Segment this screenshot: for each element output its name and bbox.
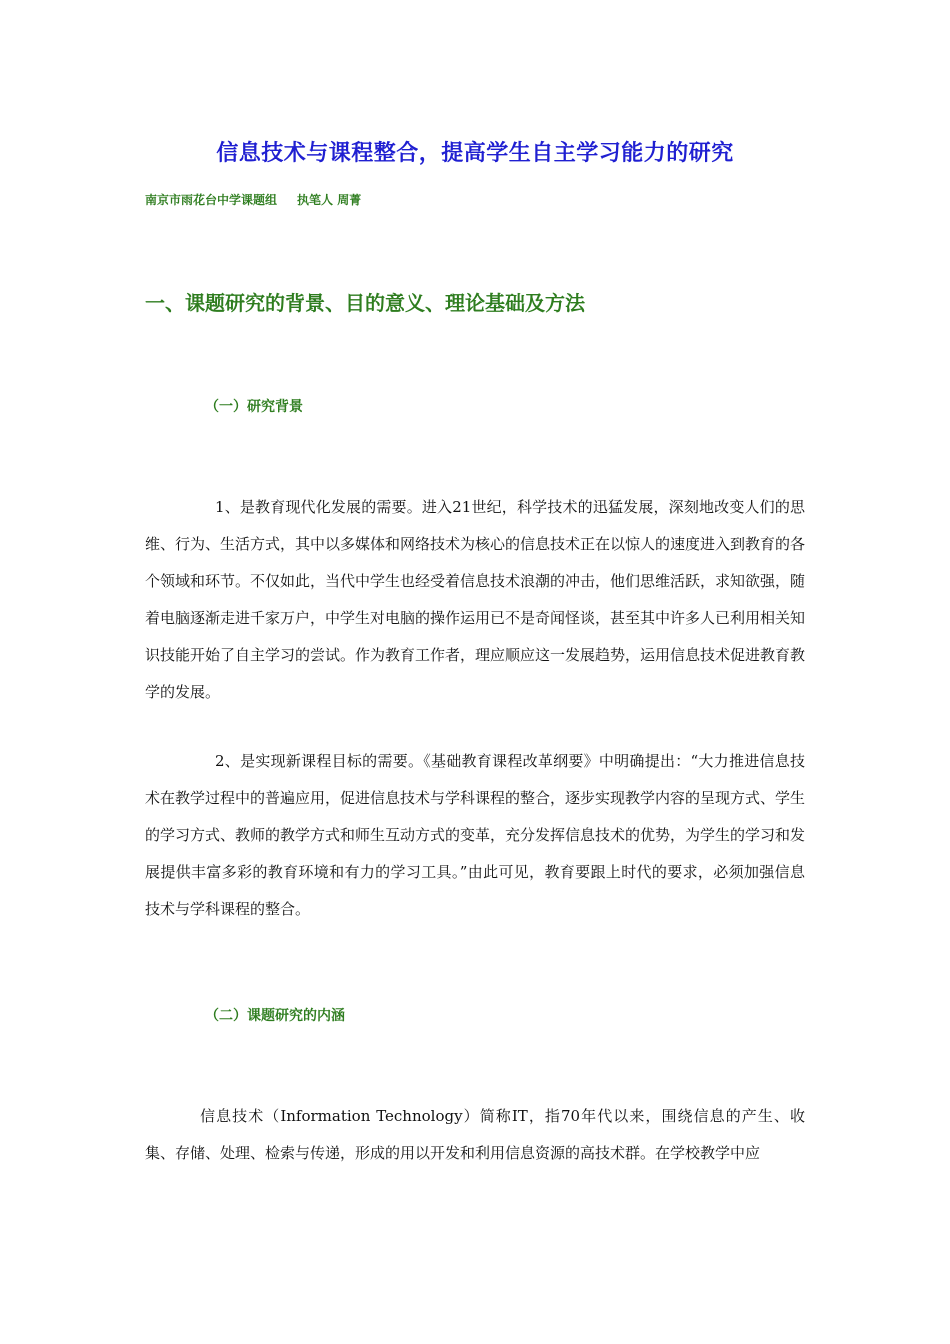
byline xyxy=(145,191,361,208)
subsection-heading-background: （一）研究背景 xyxy=(205,399,303,415)
byline-organization: 南京市雨花台中学课题组 xyxy=(145,193,278,207)
subsection-heading-connotation: （二）课题研究的内涵 xyxy=(205,1008,345,1024)
paragraph-education-modernization: 1、是教育现代化发展的需要。进入21世纪，科学技术的迅猛发展，深刻地改变人们的思维、行为、生活方式，其中以多媒体和网络技术为核心的信息技术正在以惊人的速度进入到教育的各个领域和环节。不仅如此，当代中学生也经受着信息技术浪潮的冲击，他们思维活跃，求知欲强，随着电脑逐渐走进千家万户，中学生对电脑的操作运用已不是奇闻怪谈，甚至其中许多人已利用相关知识技能开始了自主学习的尝试。作为教育工作者，理应顺应这一发展趋势，运用信息技术促进教育教学的发展。 xyxy=(145,498,806,701)
paragraph-information-technology: 信息技术（Information Technology）简称IT，指70年代以来，围绕信息的产生、收集、存储、处理、检索与传递，形成的用以开发和利用信息资源的高技术群。在学校教学中应 xyxy=(145,1107,805,1162)
paragraph-new-curriculum-goals: 2、是实现新课程目标的需要。《基础教育课程改革纲要》中明确提出：“大力推进信息技术在教学过程中的普遍应用，促进信息技术与学科课程的整合，逐步实现教学内容的呈现方式、学生的学习方式、教师的教学方式和师生互动方式的变革，充分发挥信息技术的优势，为学生的学习和发展提供丰富多彩的教育环境和有力的学习工具。”由此可见，教育要跟上时代的要求，必须加强信息技术与学科课程的整合。 xyxy=(145,752,806,918)
section-heading: 一、课题研究的背景、目的意义、理论基础及方法 xyxy=(145,291,585,315)
document-title: 信息技术与课程整合，提高学生自主学习能力的研究 xyxy=(216,141,734,166)
byline-author: 执笔人 周菁 xyxy=(297,193,362,207)
